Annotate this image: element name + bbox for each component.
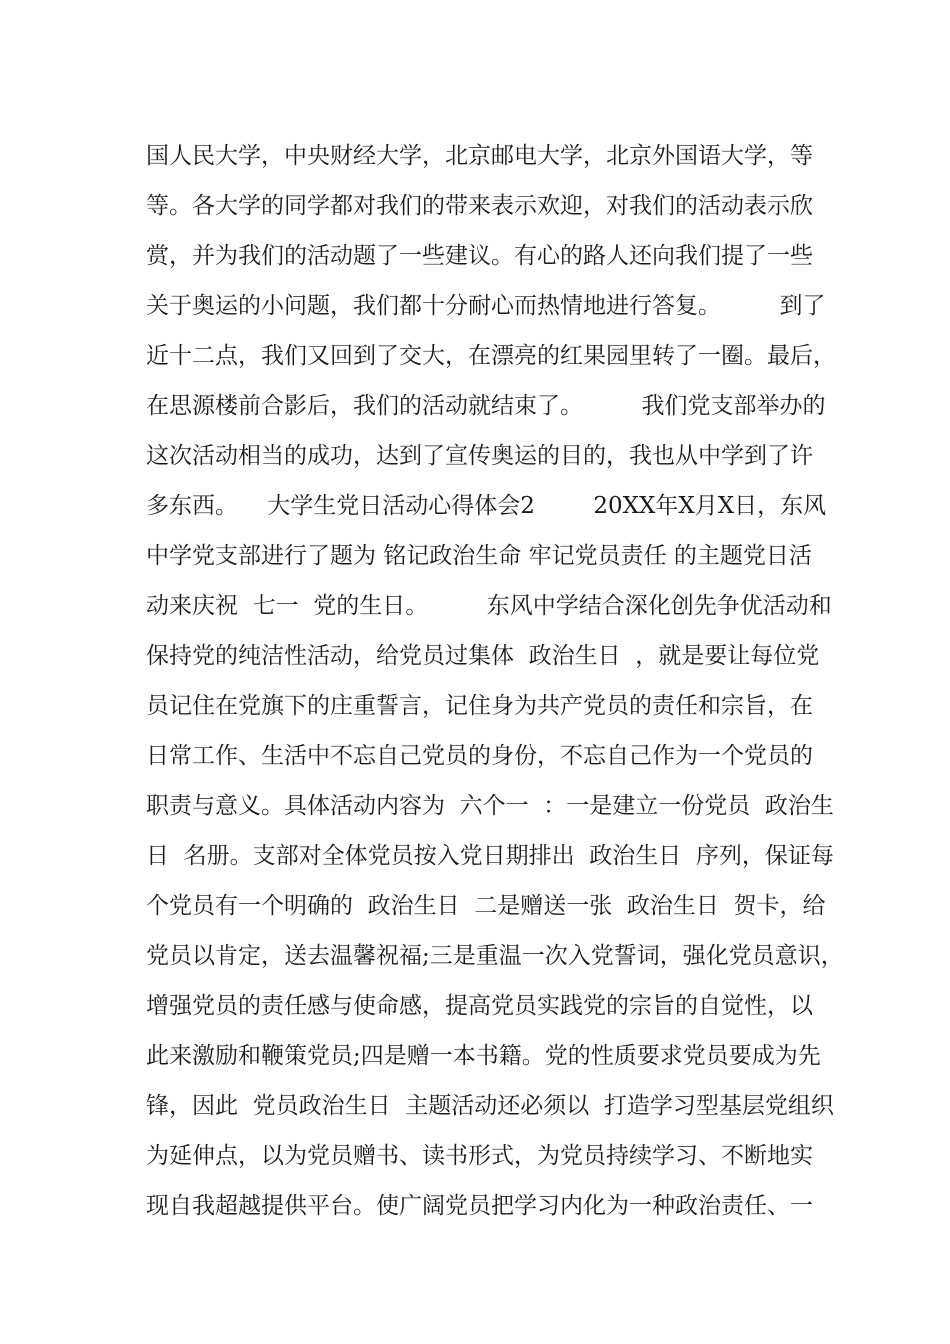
text-line: 个党员有一个明确的 政治生日 二是赠送一张 政治生日 贺卡，给 — [146, 893, 826, 919]
text-line: 锋，因此 党员政治生日 主题活动还必须以 打造学习型基层党组织 — [146, 1093, 834, 1119]
text-line: 近十二点，我们又回到了交大，在漂亮的红果园里转了一圈。最后， — [146, 343, 836, 369]
text-line: 在思源楼前合影后，我们的活动就结束了。 我们党支部举办的 — [146, 393, 826, 419]
text-line: 关于奥运的小问题，我们都十分耐心而热情地进行答复。 到了 — [146, 293, 826, 319]
text-line: 为延伸点，以为党员赠书、读书形式，为党员持续学习、不断地实 — [146, 1143, 813, 1169]
text-line: 增强党员的责任感与使命感，提高党员实践党的宗旨的自觉性，以 — [146, 993, 813, 1019]
text-line: 现自我超越提供平台。使广阔党员把学习内化为一种政治责任、一 — [146, 1193, 813, 1219]
text-line: 这次活动相当的成功，达到了宣传奥运的目的，我也从中学到了许 — [146, 443, 813, 469]
text-line: 中学党支部进行了题为 铭记政治生命 牢记党员责任 的主题党日活 — [146, 543, 812, 569]
text-line: 员记住在党旗下的庄重誓言，记住身为共产党员的责任和宗旨，在 — [146, 693, 813, 719]
text-line: 等。各大学的同学都对我们的带来表示欢迎，对我们的活动表示欣 — [146, 193, 813, 219]
text-line: 此来激励和鞭策党员;四是赠一本书籍。党的性质要求党员要成为先 — [146, 1043, 821, 1069]
text-line: 赏，并为我们的活动题了一些建议。有心的路人还向我们提了一些 — [146, 243, 813, 269]
text-line: 保持党的纯洁性活动，给党员过集体 政治生日 ，就是要让每位党 — [146, 643, 820, 669]
text-line: 动来庆祝 七一 党的生日。 东风中学结合深化创先争优活动和 — [146, 593, 832, 619]
text-line: 日常工作、生活中不忘自己党员的身份，不忘自己作为一个党员的 — [146, 743, 813, 769]
text-line: 日 名册。支部对全体党员按入党日期排出 政治生日 序列，保证每 — [146, 843, 834, 869]
text-line: 多东西。 大学生党日活动心得体会2 20XX年X月X日，东风 — [146, 493, 827, 519]
body-text — [146, 131, 844, 1231]
text-line: 党员以肯定，送去温馨祝福;三是重温一次入党誓词，强化党员意识， — [146, 943, 844, 969]
text-line: 国人民大学，中央财经大学，北京邮电大学，北京外国语大学，等 — [146, 143, 813, 169]
text-line: 职责与意义。具体活动内容为 六个一 ：一是建立一份党员 政治生 — [146, 793, 834, 819]
